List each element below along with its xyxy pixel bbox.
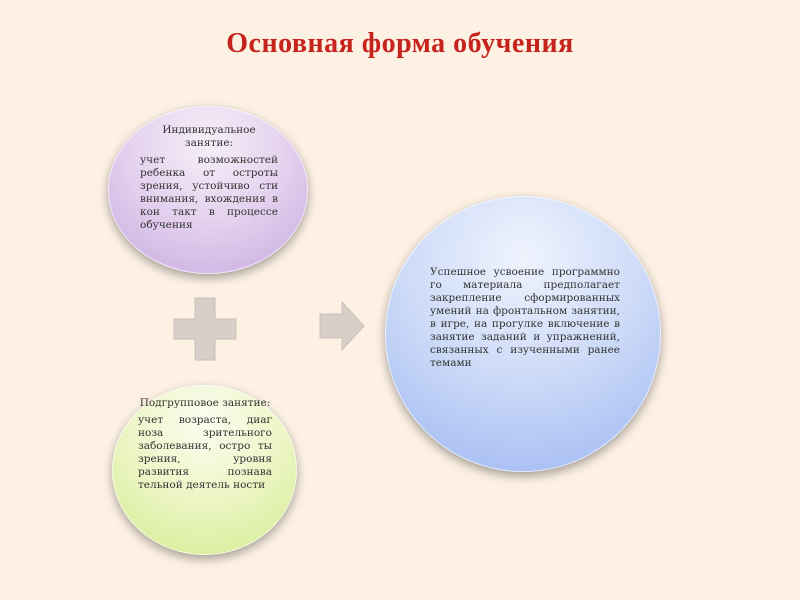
result-circle bbox=[385, 196, 661, 472]
plus-icon bbox=[172, 296, 238, 362]
individual-lesson-circle bbox=[108, 106, 308, 274]
individual-lesson-text: учет возможностей ребенка от остроты зрения, устойчиво сти внимания, вхождения в кон такт в процессе обучения bbox=[140, 154, 278, 231]
subgroup-lesson-heading: Подгрупповое занятие: bbox=[139, 397, 271, 409]
subgroup-lesson-circle bbox=[112, 385, 297, 555]
arrow-right-icon bbox=[318, 300, 366, 352]
slide-title: Основная форма обучения bbox=[226, 28, 574, 59]
individual-lesson-heading: Индивидуальное занятие: bbox=[162, 124, 256, 149]
subgroup-lesson-text: учет возраста, диаг ноза зрительного заболевания, остро ты зрения, уровня развития познава тельной деятель ности bbox=[138, 414, 272, 491]
result-text: Успешное усвоение программно го материала предполагает закрепление сформированных умений на фронтальном занятии, в игре, на прогулке включение в занятие заданий и упражнений, связанных с изученными ранее темами bbox=[430, 266, 620, 369]
